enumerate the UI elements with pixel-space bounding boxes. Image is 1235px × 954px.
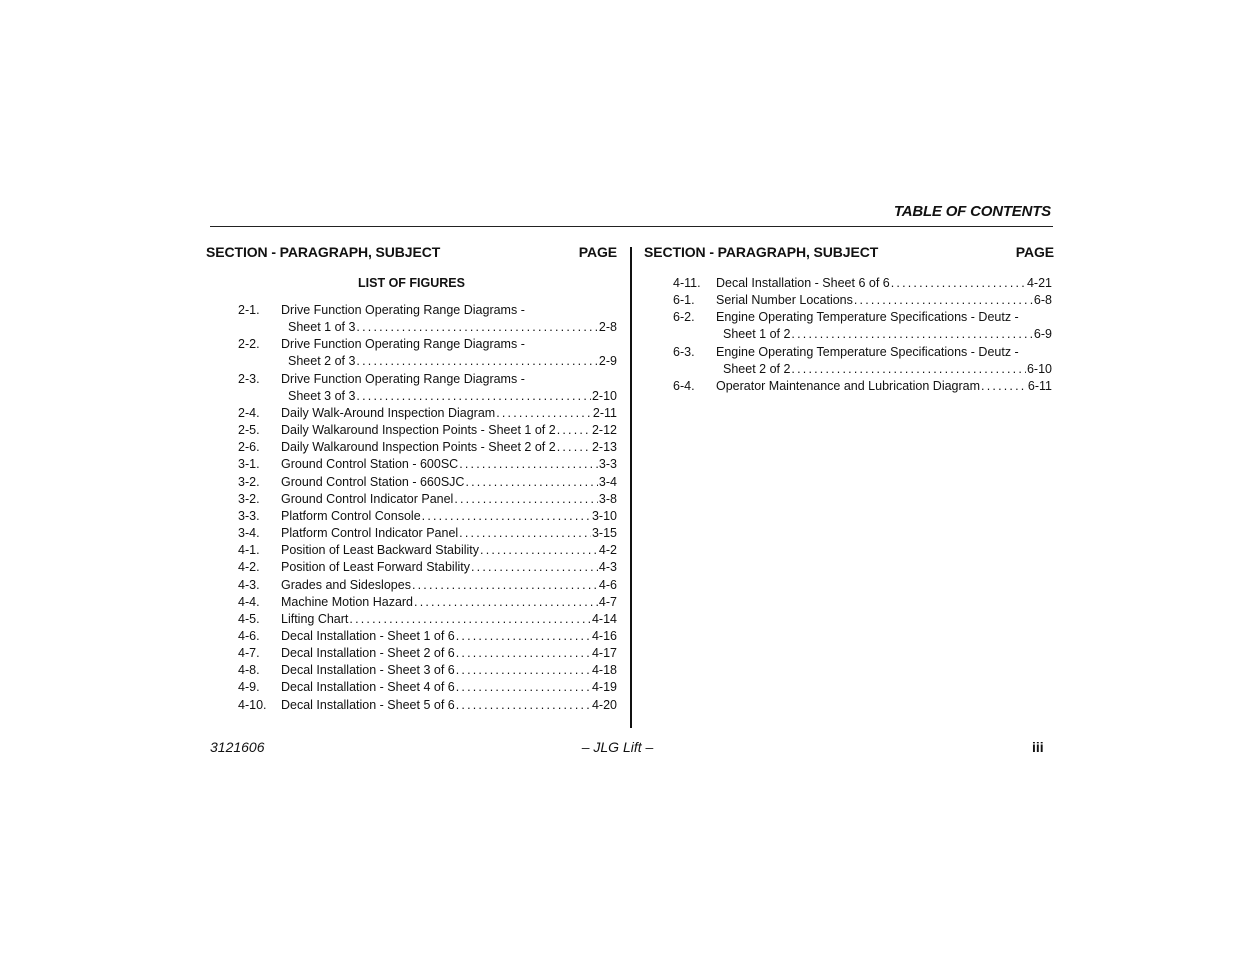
figure-title: Ground Control Station - 600SC: [281, 457, 459, 472]
figure-number: 3-2.: [238, 491, 260, 506]
figure-title: Ground Control Indicator Panel: [281, 491, 454, 506]
dot-leader: [454, 491, 598, 508]
entry-title-line: [281, 302, 617, 319]
entry-body: [281, 491, 617, 508]
figure-title: Platform Control Indicator Panel: [281, 526, 459, 541]
figure-number: 6-4.: [673, 378, 695, 393]
entry-continuation-line: [281, 388, 617, 405]
entry-title-line: [281, 645, 617, 662]
toc-entry[interactable]: [673, 309, 1052, 343]
entry-body: [281, 525, 617, 542]
figure-number: 4-2.: [238, 560, 260, 575]
toc-entry[interactable]: [238, 474, 617, 491]
figure-number: 3-2.: [238, 474, 260, 489]
figure-number: 4-1.: [238, 543, 260, 558]
dot-leader: [791, 361, 1026, 378]
page-ref: 2-8: [598, 320, 617, 335]
dot-leader: [356, 319, 598, 336]
page-ref: 2-10: [591, 388, 617, 403]
entry-body: [281, 577, 617, 594]
entry-body: [281, 645, 617, 662]
entry-title-line: [281, 542, 617, 559]
toc-entry[interactable]: [673, 344, 1052, 378]
footer-brand: – JLG Lift –: [581, 739, 654, 755]
figure-title: Decal Installation - Sheet 3 of 6: [281, 663, 455, 678]
toc-entry[interactable]: [673, 275, 1052, 292]
figure-title: Drive Function Operating Range Diagrams -: [281, 337, 525, 352]
figure-title: Drive Function Operating Range Diagrams -: [281, 303, 525, 317]
entry-body: [716, 292, 1052, 309]
dot-leader: [356, 388, 591, 405]
entry-title-line: [716, 292, 1052, 309]
toc-entry[interactable]: [238, 525, 617, 542]
dot-leader: [456, 697, 591, 714]
page-ref: 3-15: [591, 526, 617, 541]
figure-number: 4-6.: [238, 628, 260, 643]
dot-leader: [471, 559, 598, 576]
dot-leader: [349, 611, 591, 628]
entry-title-line: [281, 559, 617, 576]
subject-header: SECTION - PARAGRAPH, SUBJECT: [206, 244, 441, 260]
entry-body: [281, 508, 617, 525]
page-ref: 4-7: [598, 594, 617, 609]
page-ref: 3-10: [591, 508, 617, 523]
right-figure-list: [673, 275, 1052, 395]
entry-title-line: [281, 594, 617, 611]
entry-title-line: [281, 474, 617, 491]
figure-title: Engine Operating Temperature Specifications - Deutz -: [716, 344, 1019, 359]
figure-title: Decal Installation - Sheet 2 of 6: [281, 646, 455, 661]
figure-number: 2-1.: [238, 303, 260, 317]
figure-title: Engine Operating Temperature Specifications - Deutz -: [716, 310, 1019, 325]
page-ref: 4-18: [591, 663, 617, 678]
entry-title-line: [281, 336, 617, 353]
page-ref: 2-12: [591, 423, 617, 438]
toc-entry[interactable]: [238, 611, 617, 628]
figure-title: Ground Control Station - 660SJC: [281, 474, 465, 489]
figure-title-continuation: Sheet 3 of 3: [288, 388, 356, 403]
page-ref: 4-17: [591, 646, 617, 661]
toc-entry[interactable]: [238, 491, 617, 508]
toc-entry[interactable]: [238, 577, 617, 594]
page-ref: 4-21: [1026, 276, 1052, 290]
entry-body: [716, 275, 1052, 292]
page-number: iii: [1032, 739, 1044, 755]
entry-body: [716, 309, 1052, 343]
toc-entry[interactable]: [673, 378, 1052, 395]
toc-entry[interactable]: [238, 645, 617, 662]
figure-number: 2-2.: [238, 337, 260, 352]
figure-title: Drive Function Operating Range Diagrams -: [281, 371, 525, 386]
entry-body: [281, 422, 617, 439]
figure-title: Daily Walk-Around Inspection Diagram: [281, 405, 496, 420]
list-of-figures-title: LIST OF FIGURES: [358, 276, 465, 290]
entry-title-line: [716, 344, 1052, 361]
dot-leader: [456, 645, 591, 662]
page-header: PAGE: [1015, 244, 1054, 260]
page-ref: 4-2: [598, 543, 617, 558]
figure-title-continuation: Sheet 1 of 3: [288, 320, 356, 335]
figure-number: 2-3.: [238, 371, 260, 386]
toc-entry[interactable]: [238, 679, 617, 696]
entry-title-line: [716, 378, 1052, 395]
figure-number: 6-2.: [673, 310, 695, 325]
dot-leader: [414, 594, 598, 611]
dot-leader: [456, 662, 591, 679]
toc-entry[interactable]: [238, 542, 617, 559]
toc-entry[interactable]: [238, 405, 617, 422]
entry-title-line: [281, 525, 617, 542]
figure-number: 3-4.: [238, 526, 260, 541]
dot-leader: [891, 275, 1026, 292]
toc-entry[interactable]: [238, 697, 617, 714]
page-ref: 2-9: [598, 354, 617, 369]
toc-entry[interactable]: [238, 371, 617, 405]
figure-title-continuation: Sheet 2 of 2: [723, 361, 791, 376]
dot-leader: [791, 326, 1033, 343]
figure-number: 4-11.: [673, 276, 701, 290]
figure-title: Decal Installation - Sheet 5 of 6: [281, 697, 455, 712]
figure-number: 4-9.: [238, 680, 260, 695]
entry-body: [281, 302, 617, 336]
page-title: TABLE OF CONTENTS: [893, 203, 1051, 220]
dot-leader: [412, 577, 598, 594]
figure-title-continuation: Sheet 1 of 2: [723, 327, 791, 342]
entry-title-line: [281, 611, 617, 628]
dot-leader: [854, 292, 1033, 309]
figure-number: 4-4.: [238, 594, 260, 609]
entry-title-line: [281, 371, 617, 388]
entry-body: [281, 405, 617, 422]
dot-leader: [456, 679, 591, 696]
column-divider: [630, 247, 632, 728]
entry-continuation-line: [716, 361, 1052, 378]
toc-entry[interactable]: [238, 456, 617, 473]
figure-title: Grades and Sideslopes: [281, 577, 411, 592]
entry-title-line: [281, 508, 617, 525]
dot-leader: [459, 456, 598, 473]
dot-leader: [459, 525, 591, 542]
figure-title: Daily Walkaround Inspection Points - Sheet 1 of 2: [281, 423, 556, 438]
figure-number: 2-5.: [238, 423, 260, 438]
dot-leader: [356, 353, 598, 370]
figure-title: Operator Maintenance and Lubrication Diagram: [716, 378, 981, 393]
figure-title: Lifting Chart: [281, 611, 349, 626]
dot-leader: [422, 508, 591, 525]
entry-title-line: [281, 405, 617, 422]
entry-body: [281, 679, 617, 696]
figure-number: 6-3.: [673, 344, 695, 359]
subject-header: SECTION - PARAGRAPH, SUBJECT: [644, 244, 879, 260]
dot-leader: [557, 439, 591, 456]
entry-body: [281, 542, 617, 559]
figure-title: Decal Installation - Sheet 4 of 6: [281, 680, 455, 695]
page-ref: 3-3: [598, 457, 617, 472]
entry-continuation-line: [281, 319, 617, 336]
entry-continuation-line: [716, 326, 1052, 343]
entry-title-line: [281, 456, 617, 473]
figure-title: Machine Motion Hazard: [281, 594, 414, 609]
page-ref: 2-13: [591, 440, 617, 455]
title-rule: [210, 226, 1053, 227]
toc-entry[interactable]: [673, 292, 1052, 309]
left-column-header: [206, 244, 617, 260]
document-number: 3121606: [210, 739, 265, 755]
figure-number: 3-1.: [238, 457, 260, 472]
entry-body: [281, 662, 617, 679]
dot-leader: [557, 422, 591, 439]
page-ref: 4-19: [591, 680, 617, 695]
toc-entry[interactable]: [238, 662, 617, 679]
entry-body: [281, 628, 617, 645]
figure-title: Daily Walkaround Inspection Points - Sheet 2 of 2: [281, 440, 556, 455]
page-ref: 4-20: [591, 697, 617, 712]
toc-entry[interactable]: [238, 302, 617, 336]
dot-leader: [496, 405, 592, 422]
page-ref: 3-4: [598, 474, 617, 489]
entry-body: [281, 611, 617, 628]
entry-body: [716, 344, 1052, 378]
figure-title: Position of Least Backward Stability: [281, 543, 480, 558]
entry-body: [281, 456, 617, 473]
dot-leader: [465, 474, 597, 491]
figure-number: 3-3.: [238, 508, 260, 523]
figure-number: 4-3.: [238, 577, 260, 592]
toc-entry[interactable]: [238, 508, 617, 525]
entry-body: [281, 371, 617, 405]
toc-entry[interactable]: [238, 559, 617, 576]
page-ref: 4-14: [591, 611, 617, 626]
page-ref: 4-6: [598, 577, 617, 592]
entry-continuation-line: [281, 353, 617, 370]
entry-title-line: [716, 275, 1052, 292]
entry-title-line: [281, 439, 617, 456]
left-figure-list: [238, 302, 617, 714]
figure-title-continuation: Sheet 2 of 3: [288, 354, 356, 369]
dot-leader: [981, 378, 1027, 395]
figure-title: Platform Control Console: [281, 508, 421, 523]
entry-title-line: [281, 679, 617, 696]
toc-entry[interactable]: [238, 422, 617, 439]
entry-title-line: [281, 577, 617, 594]
toc-entry[interactable]: [238, 336, 617, 370]
figure-number: 2-4.: [238, 405, 260, 420]
dot-leader: [480, 542, 598, 559]
page-ref: 4-16: [591, 628, 617, 643]
entry-body: [716, 378, 1052, 395]
entry-body: [281, 594, 617, 611]
page-ref: 2-11: [592, 405, 617, 420]
page-ref: 3-8: [598, 491, 617, 506]
figure-number: 4-5.: [238, 611, 260, 626]
entry-title-line: [281, 662, 617, 679]
entry-title-line: [281, 491, 617, 508]
entry-body: [281, 439, 617, 456]
entry-title-line: [281, 628, 617, 645]
figure-number: 2-6.: [238, 440, 260, 455]
page-ref: 6-11: [1027, 378, 1052, 393]
figure-number: 4-10.: [238, 697, 267, 712]
entry-title-line: [281, 422, 617, 439]
toc-entry[interactable]: [238, 628, 617, 645]
figure-title: Decal Installation - Sheet 6 of 6: [716, 276, 890, 290]
figure-title: Decal Installation - Sheet 1 of 6: [281, 628, 455, 643]
entry-title-line: [716, 309, 1052, 326]
figure-number: 4-8.: [238, 663, 260, 678]
entry-body: [281, 474, 617, 491]
figure-title: Position of Least Forward Stability: [281, 560, 470, 575]
figure-number: 4-7.: [238, 646, 260, 661]
right-column-header: [644, 244, 1054, 260]
dot-leader: [456, 628, 591, 645]
entry-title-line: [281, 697, 617, 714]
figure-number: 6-1.: [673, 293, 695, 308]
entry-body: [281, 336, 617, 370]
page-ref: 6-9: [1033, 327, 1052, 342]
toc-entry[interactable]: [238, 594, 617, 611]
entry-body: [281, 559, 617, 576]
page-ref: 4-3: [598, 560, 617, 575]
entry-body: [281, 697, 617, 714]
page-ref: 6-8: [1033, 293, 1052, 308]
figure-title: Serial Number Locations: [716, 293, 853, 308]
page-header: PAGE: [578, 244, 617, 260]
page-ref: 6-10: [1026, 361, 1052, 376]
toc-entry[interactable]: [238, 439, 617, 456]
